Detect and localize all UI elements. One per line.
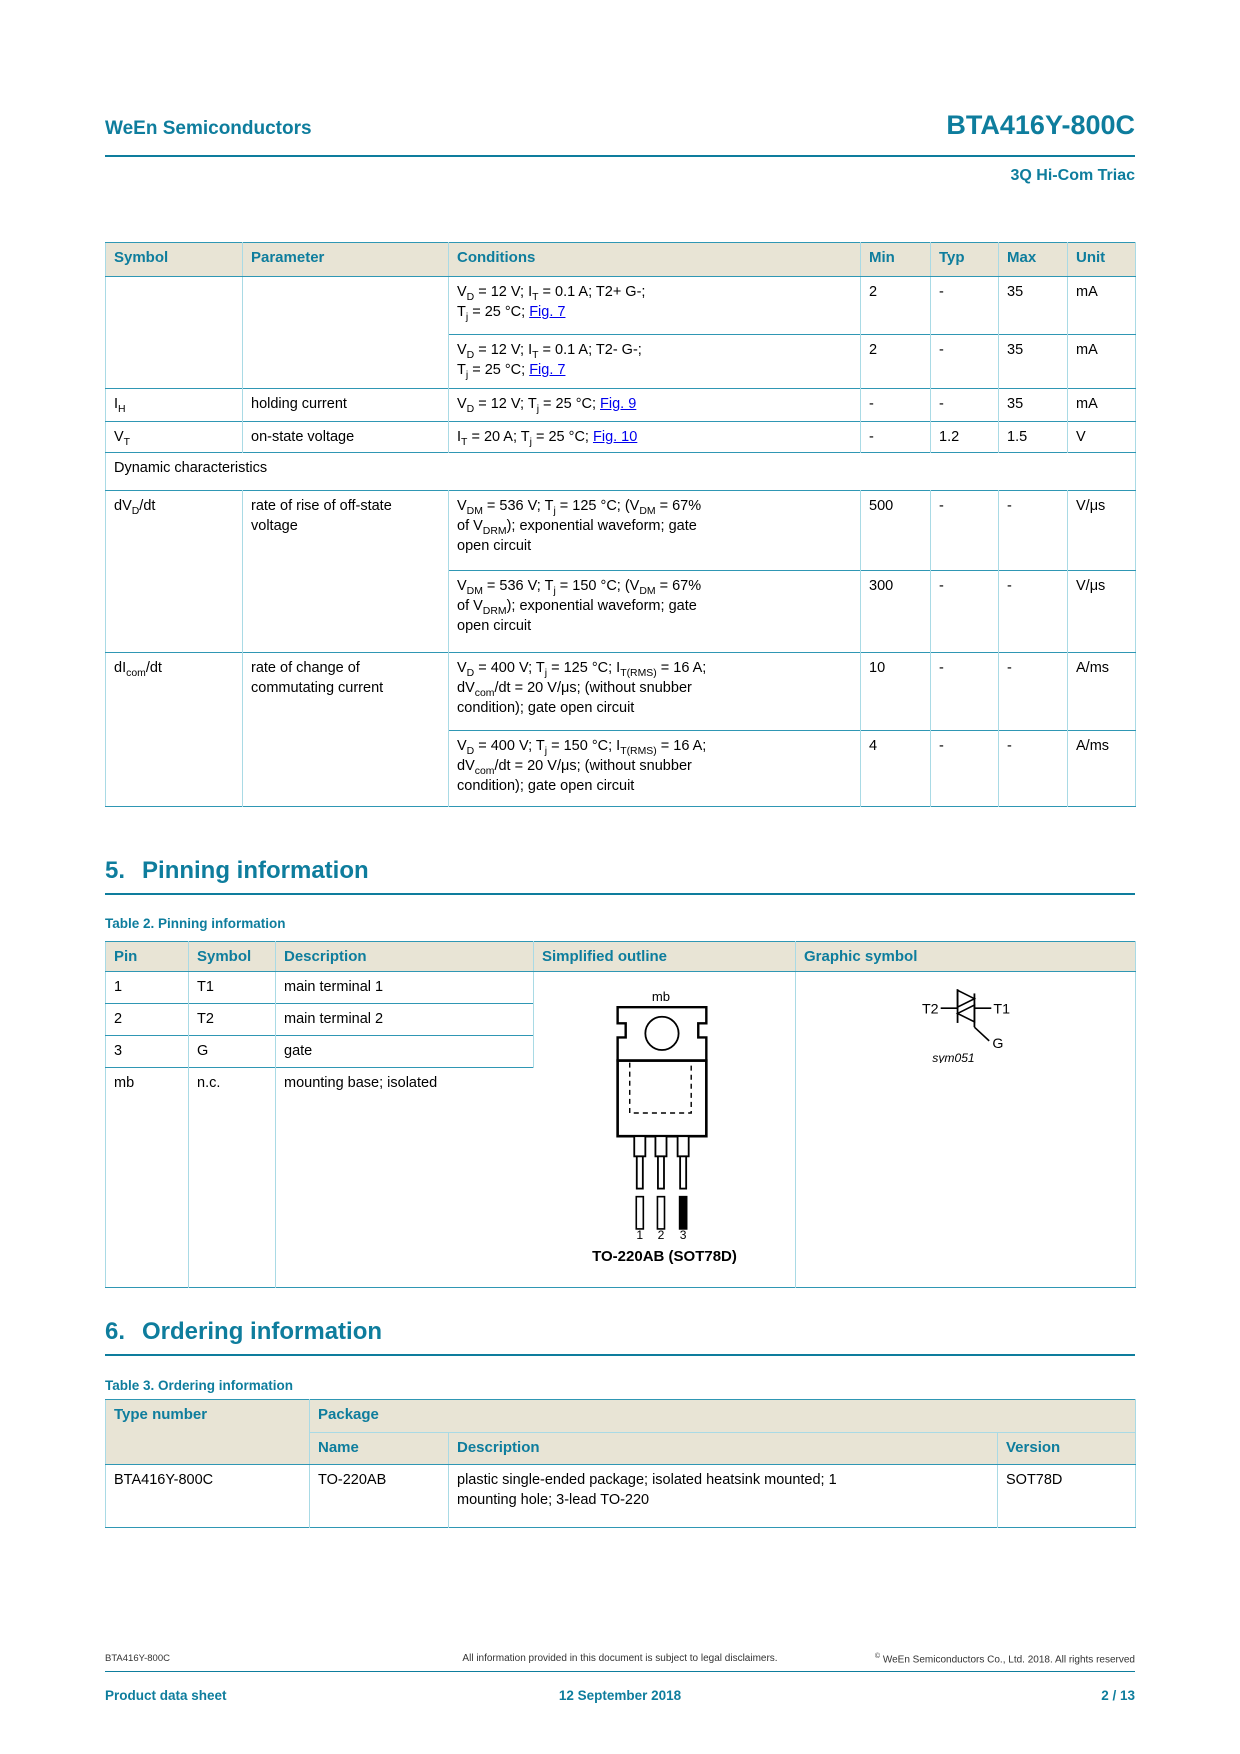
parameter-cell: rate of rise of off-state voltage [243, 491, 449, 653]
pin-3 [679, 1197, 686, 1229]
product-subtitle: 3Q Hi-Com Triac [1010, 167, 1135, 184]
conditions-cell: $V_D = 12$ V; $I_T = 0.1$ A; T2- G-; $T_j = 25$ °C; Fig. 7 [449, 335, 861, 389]
vendor-name: WeEn Semiconductors [105, 118, 312, 139]
col-description: Description [276, 942, 534, 972]
figure-10-link[interactable]: Fig. 10 [592, 429, 638, 445]
max-cell: 35 [999, 277, 1068, 335]
max-cell: 1.5 [999, 422, 1068, 453]
max-cell: 35 [999, 389, 1068, 422]
col-max: Max [999, 243, 1068, 277]
package-description-cell: plastic single-ended package; isolated heatsink mounted; 1 mounting hole; 3-lead TO-220 [449, 1465, 998, 1528]
table-header-row [106, 243, 1136, 277]
min-cell: - [861, 422, 931, 453]
parameter-cell: on-state voltage [243, 422, 449, 453]
max-cell: 35 [999, 335, 1068, 389]
mb-label: mb [651, 989, 670, 1005]
table-row [106, 389, 1136, 422]
section-5-heading [105, 857, 1135, 885]
unit-cell: V/μs [1068, 571, 1136, 653]
conditions-cell: $V_D = 12$ V; $I_T = 0.1$ A; T2+ G-; $T_j = 25$ °C; Fig. 7 [449, 277, 861, 335]
parameter-cell: rate of change of commutating current [243, 653, 449, 807]
unit-cell: V [1068, 422, 1136, 453]
unit-cell: mA [1068, 277, 1136, 335]
figure-7-link[interactable]: Fig. 7 [529, 362, 566, 378]
table-header-row [106, 1400, 1136, 1433]
symbol-cell: $dI_{com}/dt$ [106, 653, 243, 807]
pin-3-label: 3 [679, 1228, 687, 1239]
typ-cell: - [931, 335, 999, 389]
col-pin: Pin [106, 942, 189, 972]
table-row [106, 277, 1136, 335]
min-cell: - [861, 389, 931, 422]
unit-cell: mA [1068, 335, 1136, 389]
g-label: G [991, 1036, 1003, 1053]
symbol-cell: T2 [189, 1004, 276, 1036]
unit-cell: A/ms [1068, 731, 1136, 807]
typ-cell: - [931, 731, 999, 807]
symbol-cell: $V_T$ [106, 422, 243, 453]
package-tab [617, 1007, 706, 1060]
col-min: Min [861, 243, 931, 277]
min-cell: 4 [861, 731, 931, 807]
footer-date: 12 September 2018 [558, 1688, 682, 1703]
section-6-heading [105, 1318, 1135, 1346]
triac-symbol [804, 977, 1127, 1063]
symbol-ref: sym051 [931, 1050, 975, 1063]
col-graphic-symbol: Graphic symbol [796, 942, 1136, 972]
footer-copyright: © WeEn Semiconductors Co., Ltd. 2018. All rights reserved [874, 1653, 1135, 1666]
pin-2-label: 2 [657, 1228, 664, 1239]
ordering-table [105, 1399, 1136, 1528]
pin-cell: 2 [106, 1004, 189, 1036]
min-cell: 500 [861, 491, 931, 571]
footer-doc-type: Product data sheet [105, 1688, 227, 1703]
unit-cell: V/μs [1068, 491, 1136, 571]
conditions-cell: $V_{DM} = 536$ V; $T_j = 150$ °C; ($V_{DM} = 67\%$ of $V_{DRM}$); exponential waveform; gate open circuit [449, 571, 861, 653]
col-symbol: Symbol [106, 243, 243, 277]
typ-cell: - [931, 653, 999, 731]
t2-label: T2 [921, 1001, 939, 1018]
table-row [106, 972, 1136, 1004]
pin-cell: 3 [106, 1036, 189, 1068]
min-cell: 10 [861, 653, 931, 731]
max-cell: - [999, 653, 1068, 731]
copyright-icon: © [874, 1653, 881, 1660]
col-parameter: Parameter [243, 243, 449, 277]
header-rule [105, 155, 1135, 157]
max-cell: - [999, 731, 1068, 807]
typ-cell: - [931, 277, 999, 335]
simplified-outline-cell [534, 972, 796, 1288]
col-type-number: Type number [106, 1400, 310, 1465]
col-typ: Typ [931, 243, 999, 277]
table-row [106, 1465, 1136, 1528]
conditions-cell: $V_D = 400$ V; $T_j = 125$ °C; $I_{T(RMS)} = 16$ A; $dV_{com}/dt = 20$ V/μs; (without snubber condition); gate open circuit [449, 653, 861, 731]
conditions-cell: $V_D = 12$ V; $T_j = 25$ °C; Fig. 9 [449, 389, 861, 422]
description-cell: main terminal 1 [276, 972, 534, 1004]
description-cell: main terminal 2 [276, 1004, 534, 1036]
part-number-title: BTA416Y-800C [946, 110, 1135, 140]
pin-cell: 1 [106, 972, 189, 1004]
pin-2 [657, 1197, 664, 1229]
col-version: Version [998, 1433, 1136, 1465]
parameter-cell: holding current [243, 389, 449, 422]
section-title: Pinning information [142, 857, 369, 884]
min-cell: 300 [861, 571, 931, 653]
figure-7-link[interactable]: Fig. 7 [529, 304, 566, 320]
min-cell: 2 [861, 277, 931, 335]
typ-cell: - [931, 491, 999, 571]
figure-9-link[interactable]: Fig. 9 [600, 396, 637, 412]
package-name-cell: TO-220AB [310, 1465, 449, 1528]
section-5-rule [105, 893, 1135, 895]
col-conditions: Conditions [449, 243, 861, 277]
max-cell: - [999, 571, 1068, 653]
unit-cell: mA [1068, 389, 1136, 422]
typ-cell: - [931, 571, 999, 653]
triac-graphic-symbol [896, 985, 1036, 1063]
section-number: 6. [105, 1318, 126, 1345]
col-description: Description [449, 1433, 998, 1465]
col-symbol: Symbol [189, 942, 276, 972]
table-3-caption: Table 3. Ordering information [105, 1378, 294, 1393]
pinning-table [105, 941, 1136, 1288]
section-number: 5. [105, 857, 126, 884]
version-cell: SOT78D [998, 1465, 1136, 1528]
parameter-cell [243, 277, 449, 389]
section-label: Dynamic characteristics [106, 453, 1136, 491]
pin-1-label: 1 [635, 1228, 643, 1239]
table-header-row [106, 942, 1136, 972]
characteristics-table [105, 242, 1136, 807]
section-6-rule [105, 1354, 1135, 1356]
pin-1 [636, 1197, 643, 1229]
description-cell: gate [276, 1036, 534, 1068]
type-number-cell: BTA416Y-800C [106, 1465, 310, 1528]
typ-cell: - [931, 389, 999, 422]
table-row [106, 422, 1136, 453]
to220-package-drawing [613, 987, 717, 1239]
mounting-hole [645, 1017, 678, 1050]
min-cell: 2 [861, 335, 931, 389]
table-2-caption: Table 2. Pinning information [105, 916, 286, 931]
description-cell: mounting base; isolated [276, 1068, 534, 1288]
graphic-symbol-cell [796, 972, 1136, 1288]
footer-doc-id: BTA416Y-800C [105, 1653, 170, 1664]
table-row [106, 653, 1136, 731]
symbol-cell: $I_H$ [106, 389, 243, 422]
symbol-cell: $dV_D/dt$ [106, 491, 243, 653]
symbol-cell: T1 [189, 972, 276, 1004]
col-package: Package [310, 1400, 1136, 1433]
package-body [617, 1061, 706, 1137]
conditions-cell: $V_D = 400$ V; $T_j = 150$ °C; $I_{T(RMS)} = 16$ A; $dV_{com}/dt = 20$ V/μs; (without snubber condition); gate open circuit [449, 731, 861, 807]
package-name-caption: TO-220AB (SOT78D) [592, 1248, 737, 1265]
col-simplified-outline: Simplified outline [534, 942, 796, 972]
section-row [106, 453, 1136, 491]
symbol-cell [106, 277, 243, 389]
package-legs [634, 1136, 688, 1188]
die-pad-dashed [629, 1063, 690, 1113]
symbol-cell: n.c. [189, 1068, 276, 1288]
table-row [106, 491, 1136, 571]
footer-rule [105, 1671, 1135, 1672]
pin-cell: mb [106, 1068, 189, 1288]
symbol-cell: G [189, 1036, 276, 1068]
section-title: Ordering information [142, 1318, 383, 1345]
typ-cell: 1.2 [931, 422, 999, 453]
package-drawing [542, 977, 787, 1283]
col-name: Name [310, 1433, 449, 1465]
t1-label: T1 [992, 1001, 1010, 1018]
unit-cell: A/ms [1068, 653, 1136, 731]
conditions-cell: $I_T = 20$ A; $T_j = 25$ °C; Fig. 10 [449, 422, 861, 453]
conditions-cell: $V_{DM} = 536$ V; $T_j = 125$ °C; ($V_{DM} = 67\%$ of $V_{DRM}$); exponential waveform; gate open circuit [449, 491, 861, 571]
col-unit: Unit [1068, 243, 1136, 277]
footer-page-number: 2 / 13 [1101, 1688, 1135, 1703]
footer-disclaimer: All information provided in this document is subject to legal disclaimers. [462, 1653, 778, 1664]
max-cell: - [999, 491, 1068, 571]
